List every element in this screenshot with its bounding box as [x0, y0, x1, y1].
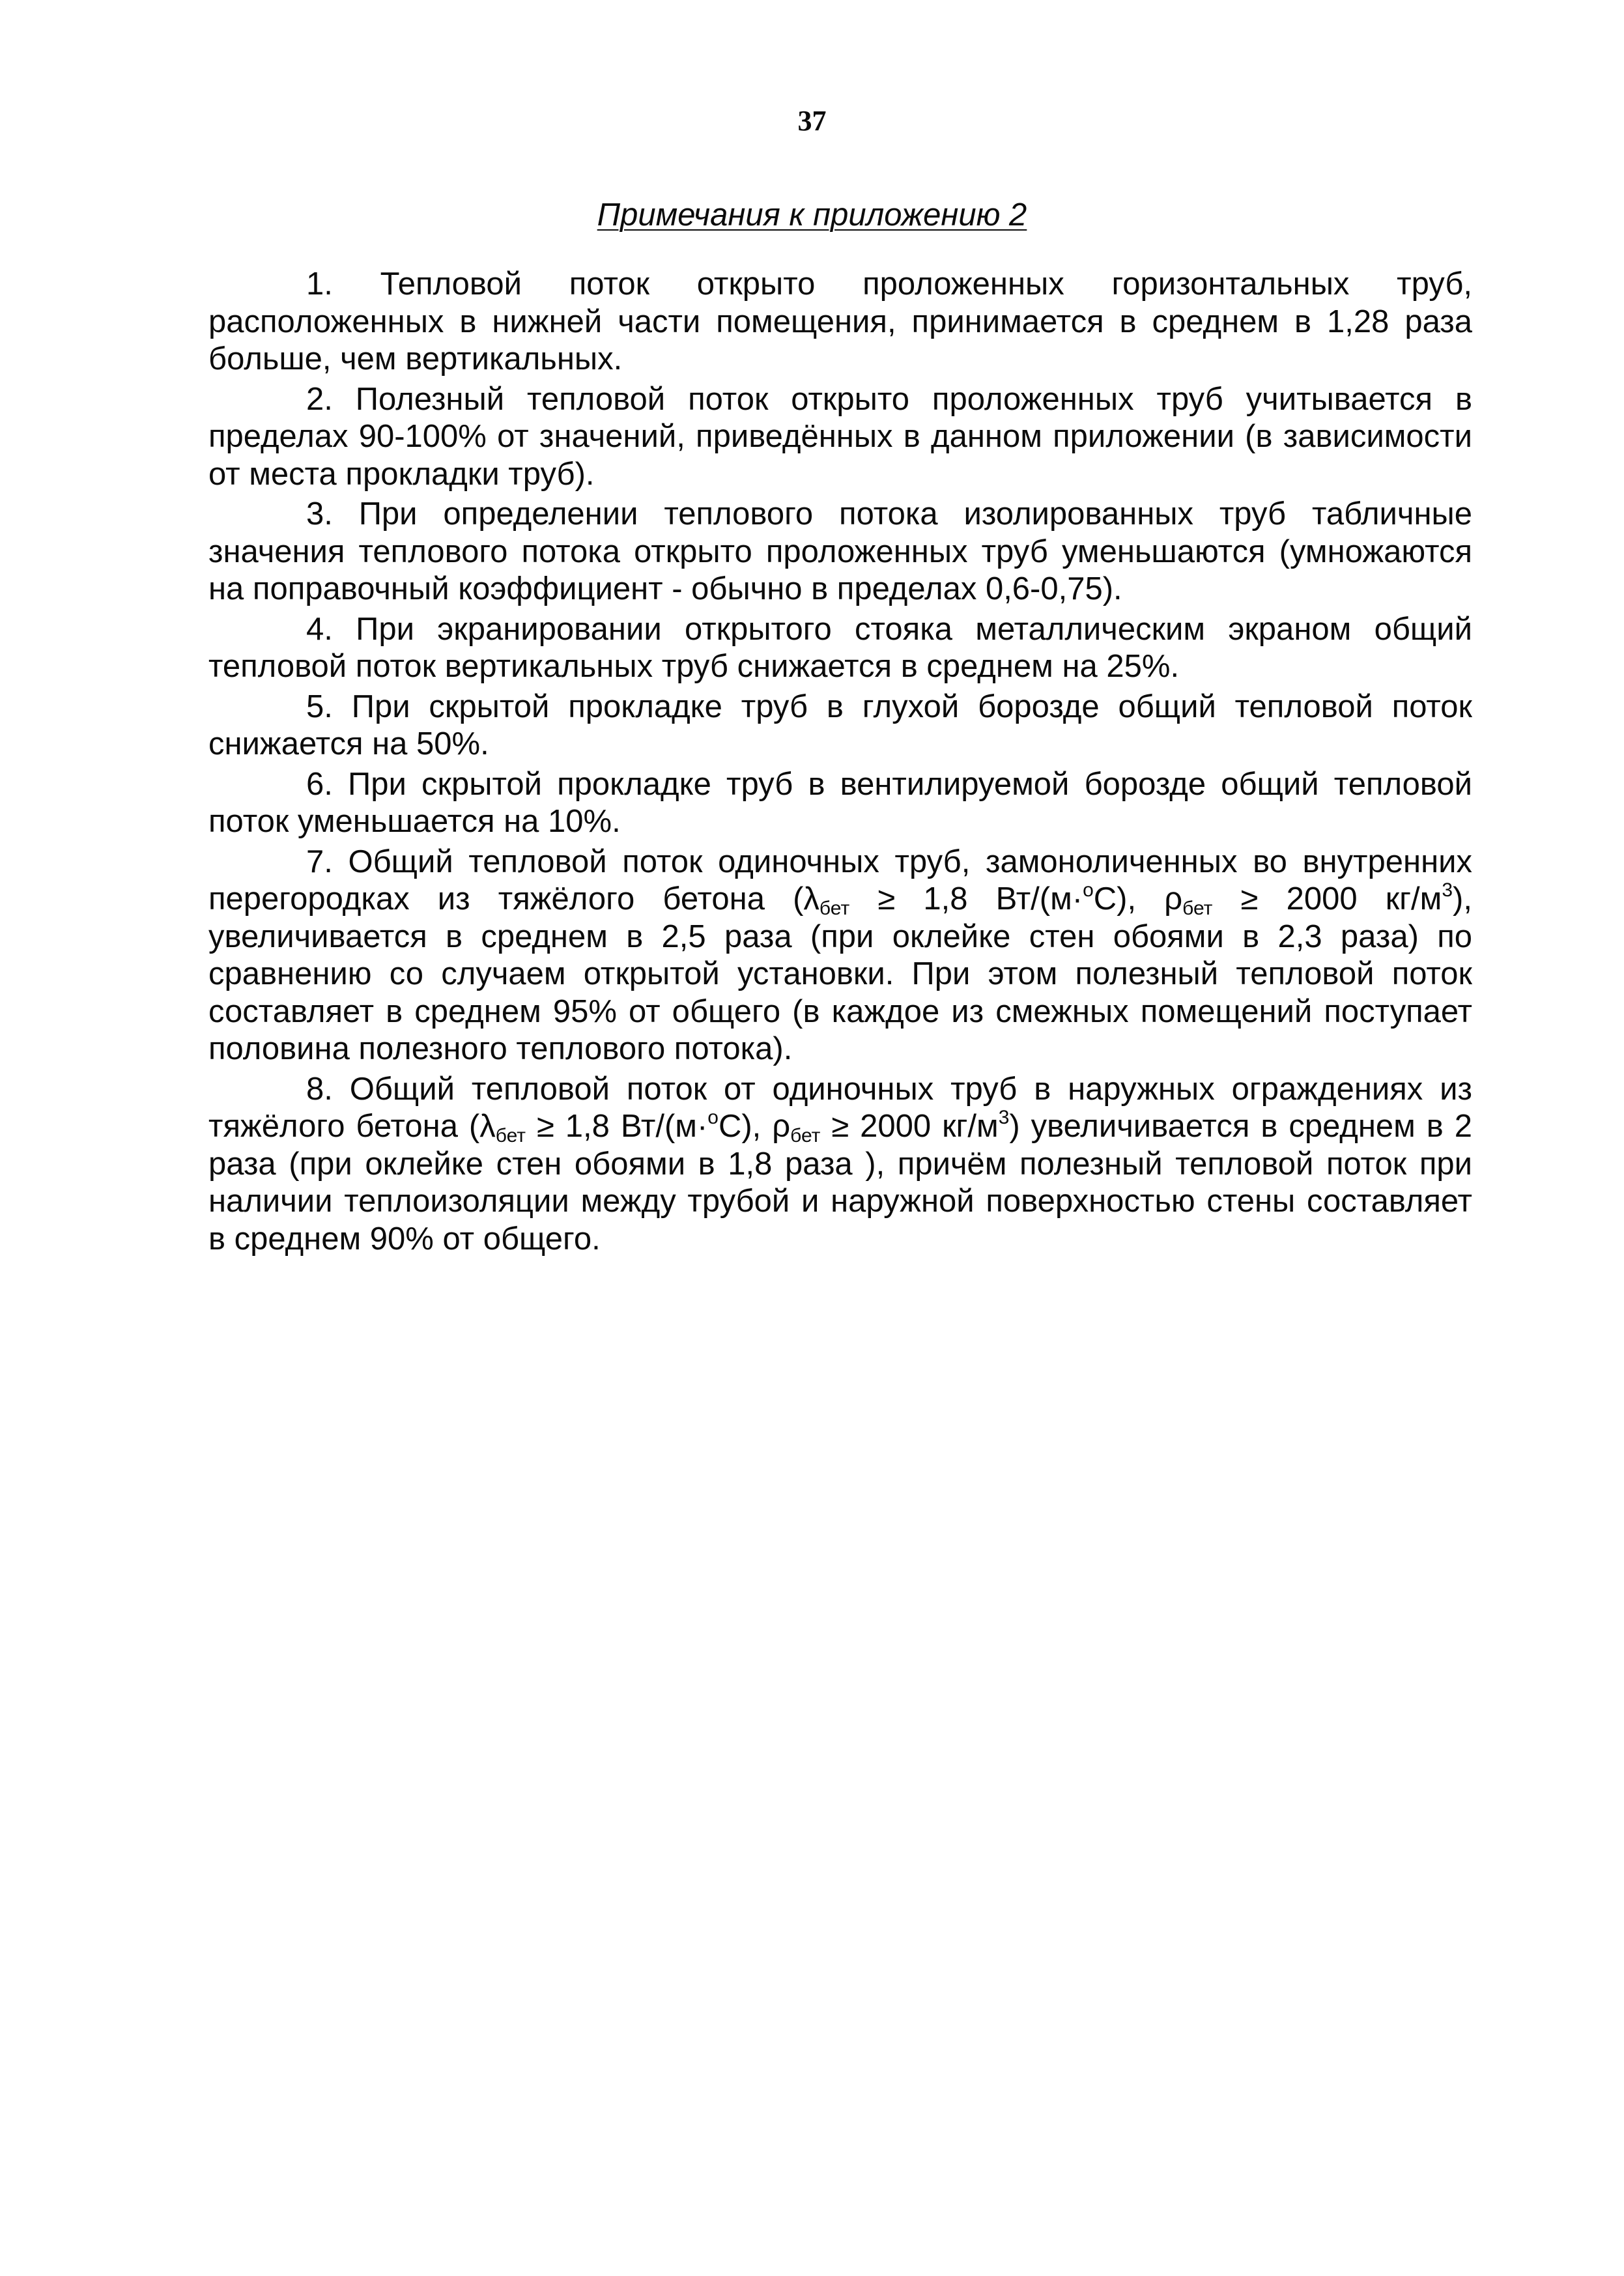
note-1: 1. Тепловой поток открыто проложенных горизонтальных труб, расположенных в нижней части помещения, принимается в среднем в 1,28 раза больше, чем вертикальных. [208, 266, 1472, 377]
note-2: 2. Полезный тепловой поток открыто проложенных труб учитывается в пределах 90-100% от значений, приведённых в данном приложении (в зависимости от места прокладки труб). [208, 381, 1472, 492]
note-8-cube-superscript: 3 [998, 1107, 1010, 1128]
note-7-rho-subscript: бет [1182, 898, 1213, 919]
note-7-lambda-subscript: бет [819, 898, 850, 919]
notes-heading: Примечания к приложению 2 [597, 197, 1027, 233]
note-7-degree-superscript: о [1083, 879, 1094, 901]
note-8-text-2: ≥ 1,8 Вт/(м· [526, 1109, 708, 1144]
note-7-text-5: ), увеличивается в среднем в 2,5 раза (при оклейке стен обоями в 2,3 раза) по сравнению со случаем открытой установки. При этом полезный тепловой поток составляет в среднем 95% от общего (в каждое из смежных помещений поступает половина полезного теплового потока). [208, 881, 1472, 1066]
note-8-text-1: 8. Общий тепловой поток от одиночных труб в наружных ограждениях из тяжёлого бетона (λ [208, 1071, 1472, 1144]
note-7-text-2: ≥ 1,8 Вт/(м· [849, 881, 1083, 917]
note-6: 6. При скрытой прокладке труб в вентилируемой борозде общий тепловой поток уменьшается на 10%. [208, 766, 1472, 839]
note-8 [208, 1071, 1472, 1259]
note-8-text-4: ≥ 2000 кг/м [820, 1109, 999, 1144]
note-7 [208, 844, 1472, 1068]
note-8-text-3: С), ρ [718, 1109, 791, 1144]
note-8-text-5: ) увеличивается в среднем в 2 раза (при оклейке стен обоями в 1,8 раза ), причём полезный тепловой поток при наличии теплоизоляции между трубой и наружной поверхностью стены составляет в среднем 90% от общего. [208, 1109, 1472, 1257]
notes-list [208, 266, 1472, 1260]
note-7-text-4: ≥ 2000 кг/м [1212, 881, 1442, 917]
note-5: 5. При скрытой прокладке труб в глухой борозде общий тепловой поток снижается на 50%. [208, 689, 1472, 761]
note-8-rho-subscript: бет [790, 1125, 821, 1146]
note-8-lambda-subscript: бет [495, 1125, 526, 1146]
note-7-text-1: 7. Общий тепловой поток одиночных труб, замоноличенных во внутренних перегородках из тяжёлого бетона (λ [208, 844, 1472, 917]
note-8-degree-superscript: о [707, 1107, 719, 1128]
note-3: 3. При определении теплового потока изолированных труб табличные значения теплового потока открыто проложенных труб уменьшаются (умножаются на поправочный коэффициент - обычно в пределах 0,6-0,75). [208, 496, 1472, 606]
note-7-cube-superscript: 3 [1442, 879, 1453, 901]
page-number: 37 [797, 105, 827, 137]
note-4: 4. При экранировании открытого стояка металлическим экраном общий тепловой поток вертикальных труб снижается в среднем на 25%. [208, 611, 1472, 684]
note-7-text-3: С), ρ [1093, 881, 1183, 917]
